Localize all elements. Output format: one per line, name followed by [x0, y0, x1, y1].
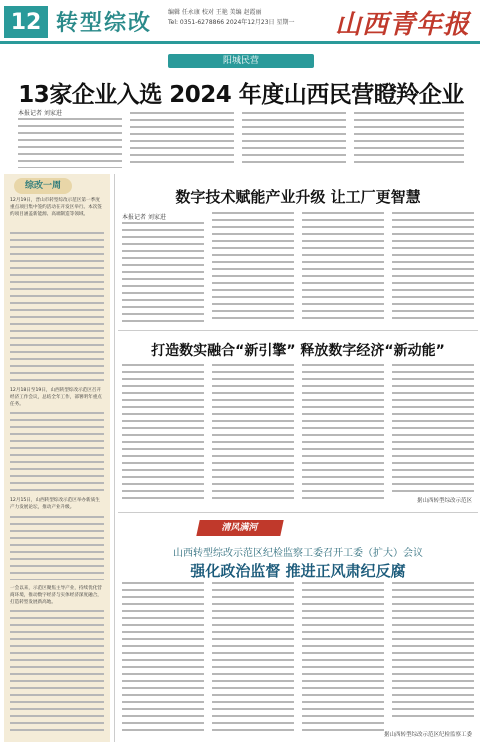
column-text-block — [10, 412, 104, 492]
article1-title: 数字技术赋能产业升级 让工厂更智慧 — [175, 188, 421, 206]
article-divider — [118, 330, 478, 331]
lead-text-col-4 — [354, 112, 464, 168]
date-line: Tel: 0351-6278866 2024年12月23日 星期一 — [168, 19, 295, 26]
article3-text-col — [122, 582, 204, 734]
column-paragraph: 12月19日，晋山市转型综改示范区第一季度重点项目集中签约活动在开发区举行。本次签约项目涵盖新能源、高端制造等领域。 — [10, 198, 102, 217]
page-number: 12 — [4, 6, 48, 38]
article2-text-col — [392, 364, 474, 492]
paper-logo: 山西青年报 — [334, 10, 470, 40]
article3-text-col — [212, 582, 294, 734]
article1-text-col — [212, 212, 294, 322]
column-text-block — [10, 232, 104, 382]
article1-text-col — [392, 212, 474, 322]
article1-text-col — [122, 222, 204, 322]
article1-text-col — [302, 212, 384, 322]
article3-title: 强化政治监督 推进正风肃纪反腐 — [190, 562, 406, 580]
lead-title: 13家企业入选 2024 年度山西民营瞪羚企业 — [18, 82, 464, 108]
clean-column-badge: 清风满河 — [196, 520, 283, 536]
lead-text-col-1 — [18, 118, 122, 168]
article2-source: 据山西转型综改示范区 — [416, 498, 472, 504]
editor-line: 编辑 任永康 校对 王艳 美编 赵霞丽 — [168, 9, 262, 16]
column-text-block — [10, 516, 104, 580]
article1-byline: 本报记者 刘家进 — [122, 214, 166, 221]
article3-source: 据山西转型综改示范区纪检监察工委 — [383, 732, 472, 738]
article3-text-col — [392, 582, 474, 722]
article2-text-col — [302, 364, 384, 504]
column-paragraph: 一会以来，示范区聚焦主导产业，持续优化营商环境，推动数字经济与实体经济深度融合，打造转型发展新高地。 — [10, 586, 102, 605]
article2-title: 打造数实融合“新引擎” 释放数字经济“新动能” — [151, 343, 445, 359]
article3-text-col — [302, 582, 384, 734]
lead-kicker: 阳城民营 — [168, 54, 314, 68]
column-paragraph: 12月18日至19日，山西转型综改示范区召开经济工作会议，总结全年工作，部署明年重点任务。 — [10, 388, 102, 407]
column-divider — [114, 174, 115, 742]
column-text-block — [10, 610, 104, 736]
column-paragraph: 12月15日，山西转型综改示范区举办新质生产力发展论坛，推动产业升级。 — [10, 498, 100, 510]
article3-subtitle: 山西转型综改示范区纪检监察工委召开工委（扩大）会议 — [173, 548, 423, 559]
lead-text-col-2 — [130, 112, 234, 168]
lead-byline: 本报记者 刘家进 — [18, 110, 62, 117]
article2-text-col — [122, 364, 204, 504]
article-divider — [118, 512, 478, 513]
article2-text-col — [212, 364, 294, 504]
section-name: 转型综改 — [56, 10, 153, 36]
lead-text-col-3 — [242, 112, 346, 168]
column-badge: 综改一周 — [14, 178, 72, 194]
header-meta — [168, 8, 294, 28]
masthead — [0, 0, 480, 44]
